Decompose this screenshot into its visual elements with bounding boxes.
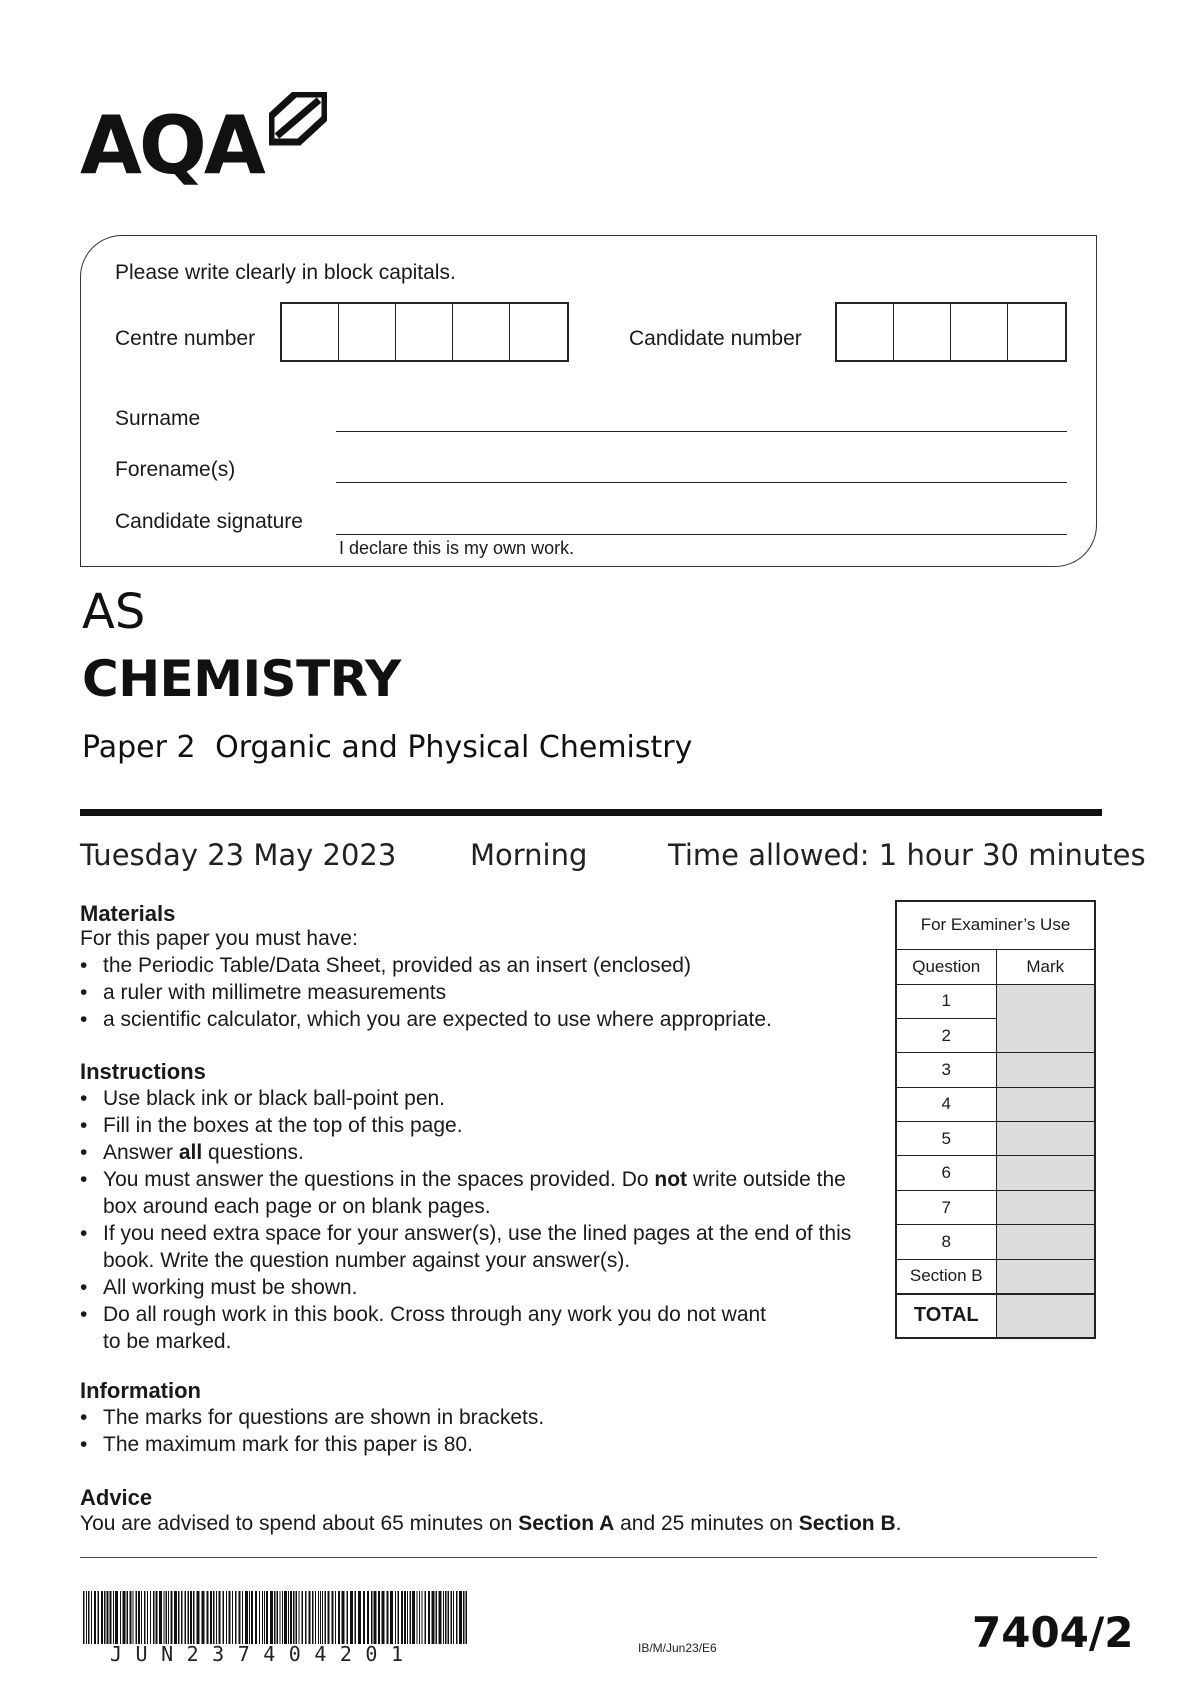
centre-number-digit-box[interactable]	[339, 304, 396, 360]
centre-number-digit-box[interactable]	[282, 304, 339, 360]
information-heading: Information	[80, 1378, 201, 1403]
centre-number-label: Centre number	[115, 327, 256, 350]
instructions-list	[80, 1085, 870, 1355]
paper-code: 7404/2	[972, 1608, 1134, 1657]
total-label: TOTAL	[896, 1294, 996, 1338]
candidate-details-box	[80, 235, 1097, 567]
candidate-number-digit-box[interactable]	[837, 304, 894, 360]
question-cell: 5	[896, 1122, 996, 1156]
question-cell: Section B	[896, 1259, 996, 1293]
candidate-number-digit-box[interactable]	[894, 304, 951, 360]
forenames-field[interactable]	[336, 482, 1067, 483]
table-row	[896, 1259, 1095, 1293]
materials-list	[80, 952, 880, 1033]
mark-cell	[996, 1225, 1095, 1259]
question-cell: 8	[896, 1225, 996, 1259]
question-cell: 7	[896, 1190, 996, 1224]
list-item: • a ruler with millimetre measurements	[80, 979, 880, 1006]
list-item: • Fill in the boxes at the top of this page.	[80, 1112, 870, 1139]
candidate-number-label: Candidate number	[629, 327, 802, 350]
list-item: • If you need extra space for your answer(s), use the lined pages at the end of this book. Write the question number against your answer(s).	[80, 1220, 870, 1274]
list-item: • The maximum mark for this paper is 80.	[80, 1431, 880, 1458]
surname-label: Surname	[115, 407, 201, 430]
thick-divider	[80, 809, 1102, 816]
table-row	[896, 1225, 1095, 1259]
question-cell: 6	[896, 1156, 996, 1190]
time-allowed: Time allowed: 1 hour 30 minutes	[668, 838, 1146, 872]
table-row	[896, 1122, 1095, 1156]
centre-number-digit-box[interactable]	[510, 304, 567, 360]
list-item: • a scientific calculator, which you are expected to use where appropriate.	[80, 1006, 880, 1033]
list-item: • You must answer the questions in the spaces provided. Do not write outside the box around each page or on blank pages.	[80, 1166, 870, 1220]
paper-name: Organic and Physical Chemistry	[215, 730, 693, 765]
reference-code: IB/M/Jun23/E6	[638, 1641, 717, 1655]
subject-title: CHEMISTRY	[82, 650, 401, 708]
question-cell: 4	[896, 1087, 996, 1121]
mark-cell	[996, 1122, 1095, 1156]
declaration-text: I declare this is my own work.	[339, 538, 575, 558]
table-row	[896, 1087, 1095, 1121]
centre-number-digit-box[interactable]	[453, 304, 510, 360]
information-list	[80, 1404, 880, 1458]
examiner-use-table	[895, 900, 1096, 1339]
table-row	[896, 984, 1095, 1018]
table-row	[896, 1053, 1095, 1087]
list-item: • Answer all questions.	[80, 1139, 870, 1166]
list-item: • All working must be shown.	[80, 1274, 870, 1301]
signature-label: Candidate signature	[115, 510, 303, 533]
examiner-table-heading: For Examiner’s Use	[896, 901, 1095, 949]
aqa-leaf-icon	[269, 92, 327, 150]
mark-cell	[996, 1190, 1095, 1224]
exam-session: Morning	[470, 838, 588, 872]
question-cell: 3	[896, 1053, 996, 1087]
table-row	[896, 1190, 1095, 1224]
mark-column-header: Mark	[996, 949, 1095, 984]
question-cell: 2	[896, 1018, 996, 1052]
advice-text: You are advised to spend about 65 minutes on Section A and 25 minutes on Section B.	[80, 1512, 902, 1535]
candidate-number-digit-box[interactable]	[951, 304, 1008, 360]
list-item: • the Periodic Table/Data Sheet, provided as an insert (enclosed)	[80, 952, 880, 979]
centre-number-digit-box[interactable]	[396, 304, 453, 360]
advice-heading: Advice	[80, 1485, 153, 1510]
materials-intro: For this paper you must have:	[80, 927, 358, 950]
aqa-logo	[80, 92, 327, 192]
footer-divider	[80, 1557, 1097, 1558]
barcode-number: JUN237404201	[110, 1642, 417, 1666]
candidate-number-boxes[interactable]	[835, 302, 1067, 362]
signature-field[interactable]	[336, 534, 1067, 535]
total-mark-cell	[996, 1294, 1095, 1338]
mark-cell	[996, 1156, 1095, 1190]
barcode-image	[83, 1591, 469, 1644]
instructions-heading: Instructions	[80, 1059, 206, 1084]
table-row	[896, 1156, 1095, 1190]
forenames-label: Forename(s)	[115, 458, 236, 481]
question-cell: 1	[896, 984, 996, 1018]
mark-cell	[996, 984, 1095, 1053]
materials-heading: Materials	[80, 901, 176, 926]
mark-cell	[996, 1087, 1095, 1121]
centre-number-boxes[interactable]	[280, 302, 569, 362]
list-item: • Use black ink or black ball-point pen.	[80, 1085, 870, 1112]
candidate-number-digit-box[interactable]	[1008, 304, 1065, 360]
list-item: • The marks for questions are shown in brackets.	[80, 1404, 880, 1431]
mark-cell	[996, 1053, 1095, 1087]
table-row	[896, 1294, 1095, 1338]
exam-date: Tuesday 23 May 2023	[80, 838, 397, 872]
surname-field[interactable]	[336, 431, 1067, 432]
list-item: • Do all rough work in this book. Cross through any work you do not want to be marked.	[80, 1301, 770, 1355]
block-capitals-instruction: Please write clearly in block capitals.	[115, 261, 456, 284]
question-column-header: Question	[896, 949, 996, 984]
paper-title	[82, 730, 702, 765]
mark-cell	[996, 1259, 1095, 1293]
qualification-level: AS	[82, 584, 146, 640]
paper-number: Paper 2	[82, 730, 196, 765]
logo-text: AQA	[80, 99, 263, 192]
